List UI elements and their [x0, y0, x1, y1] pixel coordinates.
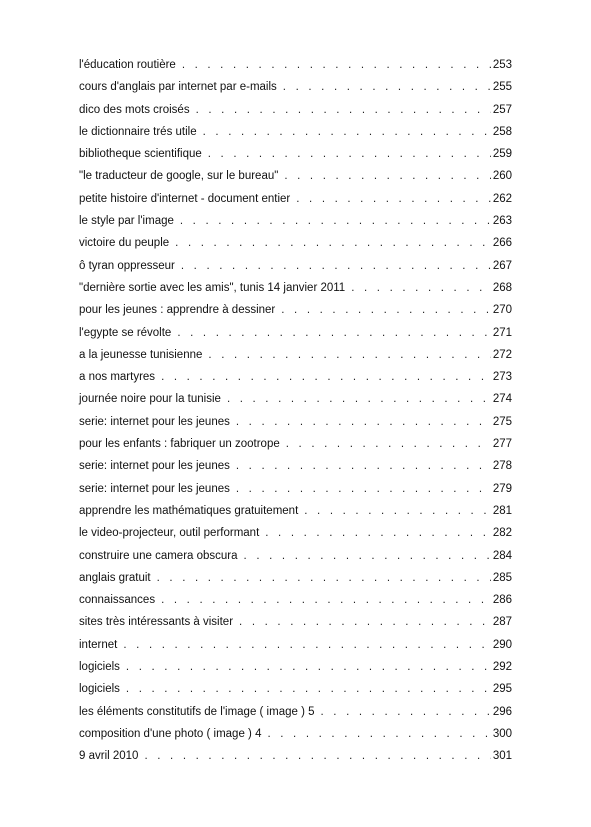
toc-entry[interactable] [79, 500, 512, 522]
toc-entry-page: 266 [492, 237, 512, 250]
dot-leader [126, 656, 491, 678]
toc-entry-page: 292 [492, 661, 512, 674]
dot-leader [236, 455, 491, 477]
toc-entry-page: 295 [492, 683, 512, 696]
dot-leader [182, 54, 491, 76]
toc-entry-title: connaissances [79, 594, 156, 607]
toc-entry[interactable] [79, 433, 512, 455]
dot-leader [181, 255, 491, 277]
toc-entry-page: 270 [492, 304, 512, 317]
toc-entry-title: petite histoire d'internet - document entier [79, 192, 291, 205]
toc-entry-title: "le traducteur de google, sur le bureau" [79, 170, 279, 183]
toc-entry-page: 274 [492, 393, 512, 406]
toc-entry-page: 285 [492, 571, 512, 584]
toc-entry-page: 282 [492, 527, 512, 540]
toc-entry-page: 257 [492, 103, 512, 116]
dot-leader [123, 634, 490, 656]
toc-entry[interactable] [79, 411, 512, 433]
dot-leader [321, 701, 491, 723]
dot-leader [175, 232, 491, 254]
toc-entry[interactable] [79, 656, 512, 678]
toc-entry[interactable] [79, 277, 512, 299]
toc-entry[interactable] [79, 678, 512, 700]
dot-leader [144, 745, 490, 767]
toc-entry-page: 263 [492, 215, 512, 228]
dot-leader [265, 522, 491, 544]
toc-entry-page: 296 [492, 705, 512, 718]
dot-leader [304, 500, 491, 522]
toc-entry-title: apprendre les mathématiques gratuitement [79, 504, 299, 517]
toc-entry-title: les éléments constitutifs de l'image ( image ) 5 [79, 705, 315, 718]
toc-entry-title: composition d'une photo ( image ) 4 [79, 727, 262, 740]
toc-entry-page: 301 [492, 750, 512, 763]
dot-leader [236, 411, 491, 433]
toc-entry-title: serie: internet pour les jeunes [79, 482, 230, 495]
toc-entry-page: 290 [492, 638, 512, 651]
toc-entry-title: le video-projecteur, outil performant [79, 527, 260, 540]
toc-entry-title: bibliotheque scientifique [79, 148, 202, 161]
toc-entry-title: a nos martyres [79, 371, 156, 384]
toc-entry-page: 279 [492, 482, 512, 495]
toc-entry-title: logiciels [79, 661, 120, 674]
dot-leader [196, 99, 491, 121]
toc-entry-title: internet [79, 638, 118, 651]
toc-entry[interactable] [79, 455, 512, 477]
toc-entry-page: 253 [492, 59, 512, 71]
toc-entry-title: le dictionnaire trés utile [79, 125, 197, 138]
toc-entry[interactable] [79, 143, 512, 165]
toc-entry-page: 267 [492, 259, 512, 272]
toc-entry-page: 255 [492, 81, 512, 94]
toc-entry-page: 260 [492, 170, 512, 183]
toc-entry[interactable] [79, 76, 512, 98]
toc-entry-title: pour les jeunes : apprendre à dessiner [79, 304, 276, 317]
toc-entry-page: 277 [492, 438, 512, 451]
toc-entry[interactable] [79, 701, 512, 723]
toc-entry-page: 268 [492, 281, 512, 294]
toc-entry-title: journée noire pour la tunisie [79, 393, 221, 406]
toc-entry[interactable] [79, 344, 512, 366]
toc-entry-title: serie: internet pour les jeunes [79, 415, 230, 428]
toc-entry-page: 271 [492, 326, 512, 339]
toc-entry-title: sites très intéressants à visiter [79, 616, 234, 629]
toc-entry[interactable] [79, 299, 512, 321]
dot-leader [203, 121, 491, 143]
toc-entry[interactable] [79, 723, 512, 745]
toc-entry[interactable] [79, 545, 512, 567]
toc-entry-page: 281 [492, 504, 512, 517]
toc-entry[interactable] [79, 388, 512, 410]
table-of-contents [79, 54, 512, 768]
toc-entry-title: l'éducation routière [79, 59, 176, 71]
toc-entry-title: ô tyran oppresseur [79, 259, 175, 272]
toc-entry-title: 9 avril 2010 [79, 750, 139, 763]
toc-entry[interactable] [79, 210, 512, 232]
toc-entry-page: 300 [492, 727, 512, 740]
toc-entry[interactable] [79, 589, 512, 611]
toc-entry[interactable] [79, 478, 512, 500]
toc-entry-title: victoire du peuple [79, 237, 170, 250]
toc-entry[interactable] [79, 121, 512, 143]
toc-entry-title: l'egypte se révolte [79, 326, 172, 339]
toc-entry-title: serie: internet pour les jeunes [79, 460, 230, 473]
toc-entry[interactable] [79, 745, 512, 767]
toc-entry[interactable] [79, 232, 512, 254]
toc-entry-title: "dernière sortie avec les amis", tunis 14 janvier 2011 [79, 281, 346, 294]
toc-entry[interactable] [79, 99, 512, 121]
dot-leader [161, 366, 491, 388]
toc-entry[interactable] [79, 522, 512, 544]
toc-entry-title: le style par l'image [79, 215, 174, 228]
toc-entry-title: anglais gratuit [79, 571, 151, 584]
dot-leader [296, 188, 491, 210]
dot-leader [177, 322, 490, 344]
toc-entry-page: 286 [492, 594, 512, 607]
dot-leader [157, 567, 491, 589]
toc-entry[interactable] [79, 611, 512, 633]
dot-leader [208, 143, 491, 165]
toc-entry-page: 259 [492, 148, 512, 161]
toc-entry[interactable] [79, 188, 512, 210]
dot-leader [180, 210, 491, 232]
dot-leader [286, 433, 491, 455]
toc-entry[interactable] [79, 165, 512, 187]
toc-entry[interactable] [79, 255, 512, 277]
toc-entry-title: dico des mots croisés [79, 103, 190, 116]
dot-leader [267, 723, 490, 745]
toc-entry-title: pour les enfants : fabriquer un zootrope [79, 438, 280, 451]
dot-leader [239, 611, 491, 633]
toc-entry[interactable] [79, 567, 512, 589]
toc-entry-page: 258 [492, 125, 512, 138]
toc-entry-title: a la jeunesse tunisienne [79, 348, 203, 361]
toc-entry-page: 284 [492, 549, 512, 562]
toc-entry-title: construire une camera obscura [79, 549, 238, 562]
toc-entry-page: 272 [492, 348, 512, 361]
toc-entry[interactable] [79, 54, 512, 76]
dot-leader [284, 165, 490, 187]
dot-leader [208, 344, 490, 366]
dot-leader [244, 545, 491, 567]
dot-leader [283, 76, 491, 98]
toc-entry-page: 273 [492, 371, 512, 384]
toc-entry-page: 278 [492, 460, 512, 473]
dot-leader [351, 277, 491, 299]
dot-leader [126, 678, 491, 700]
toc-entry-page: 275 [492, 415, 512, 428]
dot-leader [227, 388, 491, 410]
toc-entry[interactable] [79, 322, 512, 344]
toc-entry[interactable] [79, 634, 512, 656]
dot-leader [161, 589, 491, 611]
dot-leader [236, 478, 491, 500]
toc-entry-title: cours d'anglais par internet par e-mails [79, 81, 277, 94]
toc-entry[interactable] [79, 366, 512, 388]
dot-leader [281, 299, 491, 321]
toc-entry-page: 262 [492, 192, 512, 205]
toc-entry-page: 287 [492, 616, 512, 629]
toc-entry-title: logiciels [79, 683, 120, 696]
